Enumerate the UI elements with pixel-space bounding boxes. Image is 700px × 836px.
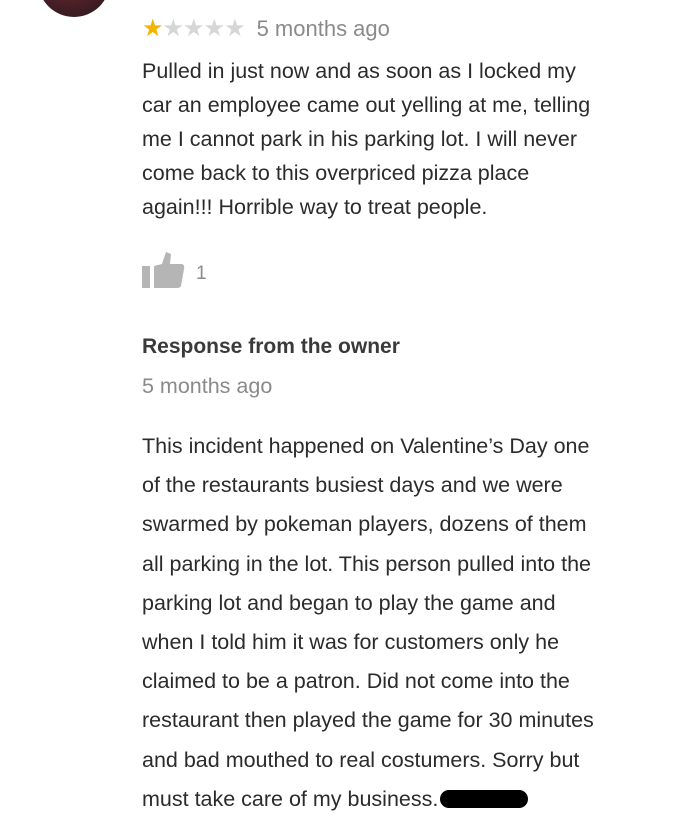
star-empty-icon: ★	[203, 15, 225, 42]
response-line: must take care of my business.	[142, 786, 439, 811]
response-line: This incident happened on Valentine’s Day one	[142, 434, 590, 458]
response-line: and bad mouthed to real costumers. Sorry but	[142, 747, 580, 772]
response-line: of the restaurants busiest days and we were	[142, 473, 563, 498]
star-filled-icon: ★	[142, 15, 163, 42]
star-rating	[142, 14, 390, 44]
redaction-mark	[440, 790, 528, 808]
response-line: swarmed by pokeman players, dozens of them	[142, 512, 587, 537]
reviewer-avatar[interactable]	[38, 0, 110, 17]
review-time: 5 months ago	[256, 16, 390, 41]
response-line-last	[142, 780, 594, 819]
owner-response-text	[142, 427, 594, 819]
review-line: again!!! Horrible way to treat people.	[142, 195, 488, 219]
response-line: all parking in the lot. This person pulled into the	[142, 551, 591, 576]
response-line: parking lot and began to play the game and	[142, 590, 556, 615]
star-empty-icon: ★	[224, 15, 245, 42]
review-text	[142, 54, 590, 224]
response-line: when I told him it was for customers only he	[142, 630, 560, 655]
review-line: me I cannot park in his parking lot. I will never	[142, 127, 577, 151]
owner-response-time: 5 months ago	[142, 374, 273, 398]
response-line: restaurant then played the game for 30 minutes	[142, 708, 594, 733]
review-line: car an employee came out yelling at me, telling	[142, 93, 591, 117]
star-empty-icon: ★	[162, 15, 184, 42]
like-button[interactable]	[142, 252, 207, 295]
star-empty-icon: ★	[183, 15, 204, 42]
owner-response-title: Response from the owner	[142, 335, 400, 358]
like-count: 1	[196, 262, 207, 284]
thumbs-up-icon	[142, 252, 186, 295]
review-line: Pulled in just now and as soon as I locked my	[142, 59, 576, 83]
review-line: come back to this overpriced pizza place	[142, 161, 530, 185]
response-line: claimed to be a patron. Did not come into the	[142, 669, 570, 694]
